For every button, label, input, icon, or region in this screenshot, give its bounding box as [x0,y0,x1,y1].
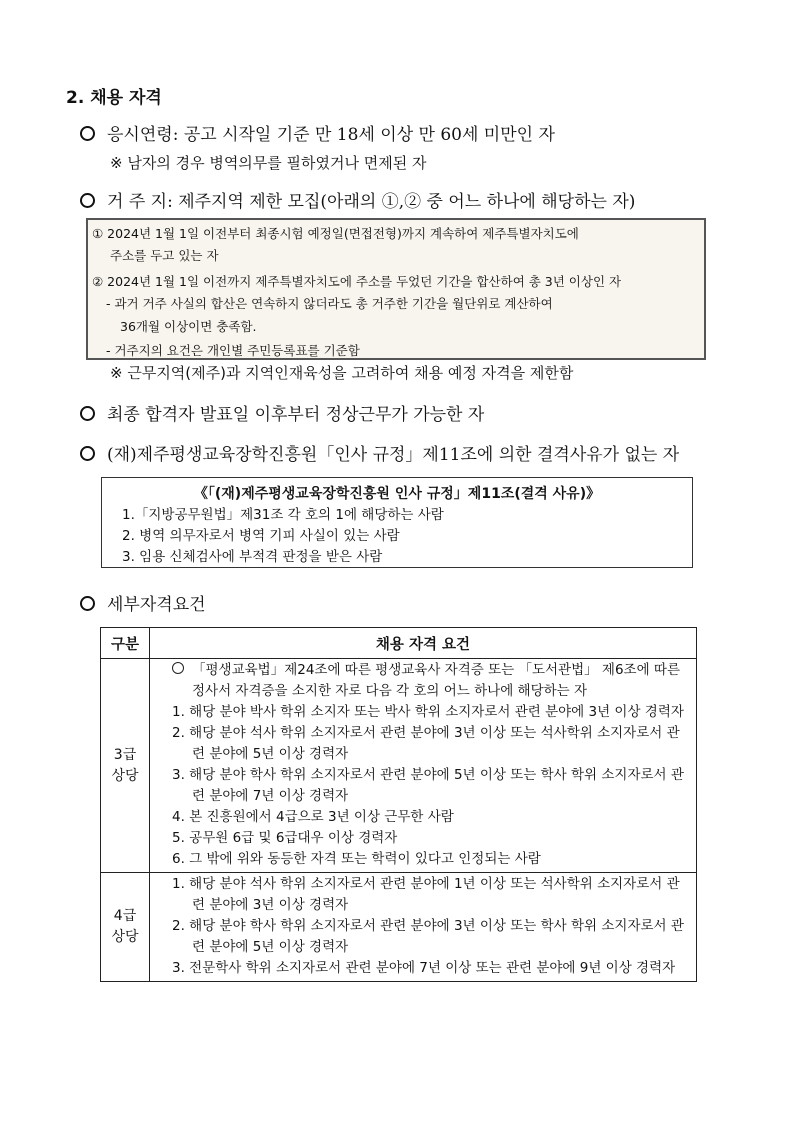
residence-line-2: ② 2024년 1월 1일 이전까지 제주특별자치도에 주소를 두었던 기간을 합산하여 총 3년 이상인 자 [92,274,622,289]
requirement-item: 6. 그 밖에 위와 동등한 자격 또는 학력이 있다고 인정되는 사람 [172,851,541,867]
requirement-item: 3. 해당 분야 학사 학위 소지자로서 관련 분야에 5년 이상 또는 학사 학위 소지자로서 관련 분야에 7년 이상 경력자 [172,767,684,804]
hollow-circle-icon [80,193,95,208]
requirement-intro [158,660,690,702]
requirement-item: 3. 전문학사 학위 소지자로서 관련 분야에 7년 이상 또는 관련 분야에 9년 이상 경력자 [172,960,676,976]
residence-line-3b: 36개월 이상이면 충족함. [120,319,257,334]
grade-cell [101,659,150,873]
bullet-residence [80,187,635,212]
grade-cell [101,873,150,982]
disq-item: 1.「지방공무원법」제31조 각 호의 1에 해당하는 사람 [122,507,444,523]
residence-line-3: - 과거 거주 사실의 합산은 연속하지 않더라도 총 거주한 기간을 월단위로 계산하여 [106,296,553,311]
requirement-item: 5. 공무원 6급 및 6급대우 이상 경력자 [172,830,398,846]
hollow-circle-icon [80,406,95,421]
bullet-disqualification [80,440,679,465]
header-requirements: 채용 자격 요건 [150,628,697,659]
hollow-circle-icon [80,596,95,611]
age-text: 응시연령: 공고 시작일 기준 만 18세 이상 만 60세 미만인 자 [107,125,555,145]
table-row [101,659,697,873]
disq-item: 3. 임용 신체검사에 부적격 판정을 받은 사람 [122,549,383,565]
disqualification-box [101,477,693,568]
residence-note: ※ 근무지역(제주)과 지역인재육성을 고려하여 채용 예정 자격을 제한함 [110,364,574,382]
bullet-work [80,400,484,425]
residence-line-1: ① 2024년 1월 1일 이전부터 최종시험 예정일(면접전형)까지 계속하여 제주특별자치도에 [92,226,579,241]
table-row [101,873,697,982]
disq-text: (재)제주평생교육장학진흥원「인사 규정」제11조에 의한 결격사유가 없는 자 [107,445,680,465]
disq-item: 2. 병역 의무자로서 병역 기피 사실이 있는 사람 [122,528,400,544]
bullet-age [80,120,555,145]
requirement-item: 1. 해당 분야 석사 학위 소지자로서 관련 분야에 1년 이상 또는 석사학위 소지자로서 관련 분야에 3년 이상 경력자 [172,876,680,913]
grade-label: 3급 [113,746,137,763]
disq-box-title: 《「(재)제주평생교육장학진흥원 인사 규정」제11조(결격 사유)》 [193,486,601,502]
residence-line-1b: 주소를 두고 있는 자 [110,248,219,263]
section-title: 2. 채용 자격 [66,88,162,108]
requirements-table [100,627,697,982]
hollow-circle-icon [80,126,95,141]
bullet-detail [80,590,206,615]
intro-text: 「평생교육법」제24조에 따른 평생교육사 자격증 또는 「도서관법」 제6조에 따른 정사서 자격증을 소지한 자로 다음 각 호의 어느 하나에 해당하는 자 [192,662,680,699]
residence-text: 거 주 지: 제주지역 제한 모집(아래의 ①,② 중 어느 하나에 해당하는 자) [107,192,636,212]
grade-label: 4급 [113,908,137,924]
hollow-circle-icon [80,446,95,461]
grade-label-suffix: 상당 [111,929,139,945]
residence-box [86,218,706,360]
hollow-circle-icon [172,662,184,674]
requirement-item: 1. 해당 분야 박사 학위 소지자 또는 박사 학위 소지자로서 관련 분야에 3년 이상 경력자 [172,704,684,720]
requirement-item: 4. 본 진흥원에서 4급으로 3년 이상 근무한 사람 [172,809,454,825]
header-grade: 구분 [101,628,150,659]
work-text: 최종 합격자 발표일 이후부터 정상근무가 가능한 자 [107,405,485,425]
table-header-row [101,628,697,659]
requirement-item: 2. 해당 분야 석사 학위 소지자로서 관련 분야에 3년 이상 또는 석사학위 소지자로서 관련 분야에 5년 이상 경력자 [172,725,680,762]
grade-label-suffix: 상당 [111,767,139,784]
age-note: ※ 남자의 경우 병역의무를 필하였거나 면제된 자 [110,154,427,172]
requirement-item: 2. 해당 분야 학사 학위 소지자로서 관련 분야에 3년 이상 또는 학사 학위 소지자로서 관련 분야에 5년 이상 경력자 [172,918,684,955]
requirements-cell [150,659,697,873]
requirements-cell [150,873,697,982]
detail-text: 세부자격요건 [107,595,206,615]
residence-line-4: - 거주지의 요건은 개인별 주민등록표를 기준함 [106,343,360,358]
